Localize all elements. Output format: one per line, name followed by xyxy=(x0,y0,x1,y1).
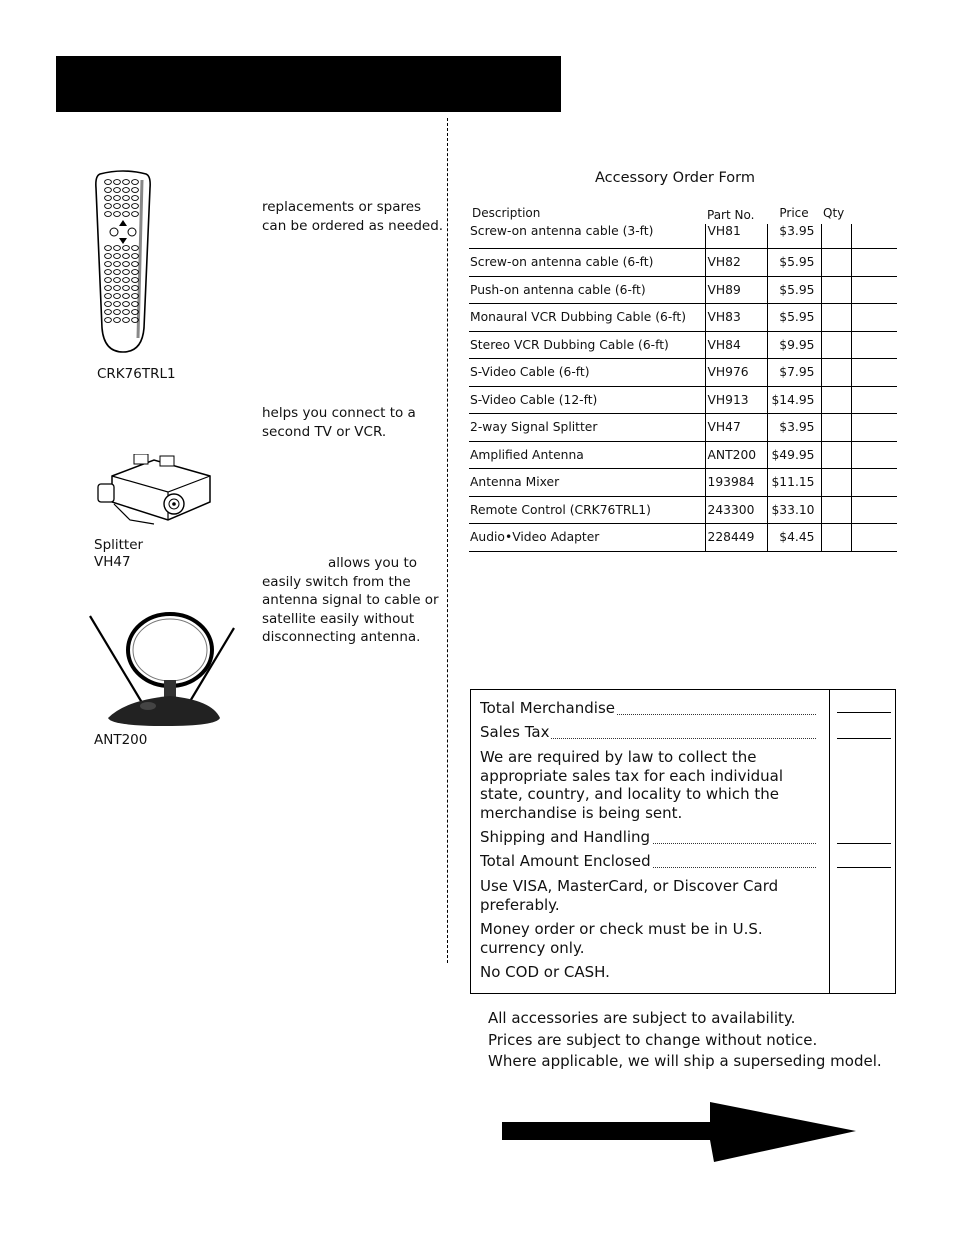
row-price: $9.95 xyxy=(767,331,821,359)
row-amount-field[interactable] xyxy=(851,386,897,414)
row-part-no: VH976 xyxy=(705,359,767,387)
row-amount-field[interactable] xyxy=(851,441,897,469)
row-amount-field[interactable] xyxy=(851,469,897,497)
row-part-no: 228449 xyxy=(705,524,767,552)
splitter-description: helps you connect to a second TV or VCR. xyxy=(262,405,416,440)
row-price: $4.45 xyxy=(767,524,821,552)
order-row xyxy=(469,496,897,524)
antenna-caption: ANT200 xyxy=(94,732,148,748)
row-price: $11.15 xyxy=(767,469,821,497)
cod-note: No COD or CASH. xyxy=(480,963,610,981)
order-row xyxy=(469,359,897,387)
order-row xyxy=(469,469,897,497)
column-divider xyxy=(447,118,448,963)
note-prices: Prices are subject to change without notice. xyxy=(488,1030,818,1049)
row-description: Antenna Mixer xyxy=(469,469,705,497)
order-row xyxy=(469,249,897,277)
row-qty-field[interactable] xyxy=(821,359,851,387)
row-description: Push-on antenna cable (6-ft) xyxy=(469,276,705,304)
splitter-caption-name: Splitter xyxy=(94,537,144,553)
header-bar xyxy=(56,56,561,112)
remote-description: replacements or spares can be ordered as needed. xyxy=(262,199,444,234)
total-enclosed-field[interactable] xyxy=(837,867,891,868)
remote-control-illustration xyxy=(92,168,154,354)
row-part-no: 193984 xyxy=(705,469,767,497)
row-description: 2-way Signal Splitter xyxy=(469,414,705,442)
row-part-no: VH47 xyxy=(705,414,767,442)
remote-caption: CRK76TRL1 xyxy=(97,366,176,382)
order-form-title: Accessory Order Form xyxy=(595,170,756,186)
row-price: $3.95 xyxy=(767,224,821,249)
row-amount-field[interactable] xyxy=(851,249,897,277)
splitter-caption-part: VH47 xyxy=(94,554,131,570)
row-description: Screw-on antenna cable (3-ft) xyxy=(469,224,705,249)
total-enclosed-label: Total Amount Enclosed xyxy=(480,852,651,870)
row-price: $5.95 xyxy=(767,304,821,332)
total-merchandise-line xyxy=(480,699,816,718)
row-qty-field[interactable] xyxy=(821,276,851,304)
order-row xyxy=(469,276,897,304)
row-qty-field[interactable] xyxy=(821,496,851,524)
row-price: $49.95 xyxy=(767,441,821,469)
row-description: Amplified Antenna xyxy=(469,441,705,469)
order-row xyxy=(469,441,897,469)
next-page-arrow-icon xyxy=(502,1100,858,1166)
row-amount-field[interactable] xyxy=(851,414,897,442)
header-price: Price xyxy=(779,206,809,220)
total-merchandise-field[interactable] xyxy=(837,712,891,713)
order-table xyxy=(469,206,897,552)
row-part-no: ANT200 xyxy=(705,441,767,469)
row-qty-field[interactable] xyxy=(821,441,851,469)
row-part-no: VH913 xyxy=(705,386,767,414)
splitter-illustration xyxy=(94,454,218,528)
row-description: Monaural VCR Dubbing Cable (6-ft) xyxy=(469,304,705,332)
row-qty-field[interactable] xyxy=(821,386,851,414)
row-description: S-Video Cable (6-ft) xyxy=(469,359,705,387)
shipping-line xyxy=(480,828,816,847)
money-order-note: Money order or check must be in U.S. currency only. xyxy=(480,920,763,957)
availability-notes xyxy=(488,1008,882,1073)
header-qty: Qty xyxy=(823,206,845,220)
row-amount-field[interactable] xyxy=(851,524,897,552)
row-qty-field[interactable] xyxy=(821,224,851,249)
row-description: Remote Control (CRK76TRL1) xyxy=(469,496,705,524)
row-qty-field[interactable] xyxy=(821,331,851,359)
row-qty-field[interactable] xyxy=(821,249,851,277)
row-price: $14.95 xyxy=(767,386,821,414)
row-amount-field[interactable] xyxy=(851,304,897,332)
mixer-description: allows you to easily switch from the antenna signal to cable or satellite easily without disconnecting antenna. xyxy=(262,555,439,645)
row-description: Screw-on antenna cable (6-ft) xyxy=(469,249,705,277)
sales-tax-field[interactable] xyxy=(837,738,891,739)
card-note: Use VISA, MasterCard, or Discover Card preferably. xyxy=(480,877,779,914)
header-description: Description xyxy=(472,206,541,220)
row-part-no: 243300 xyxy=(705,496,767,524)
note-superseding: Where applicable, we will ship a superseding model. xyxy=(488,1052,882,1070)
row-part-no: VH81 xyxy=(705,224,767,249)
row-amount-field[interactable] xyxy=(851,359,897,387)
row-amount-field[interactable] xyxy=(851,496,897,524)
order-row xyxy=(469,224,897,249)
row-price: $33.10 xyxy=(767,496,821,524)
header-blank xyxy=(851,206,897,224)
sales-tax-label: Sales Tax xyxy=(480,723,550,741)
totals-column-divider xyxy=(829,690,830,994)
row-qty-field[interactable] xyxy=(821,304,851,332)
row-qty-field[interactable] xyxy=(821,524,851,552)
order-row xyxy=(469,386,897,414)
antenna-illustration xyxy=(86,610,238,730)
order-row xyxy=(469,414,897,442)
row-price: $3.95 xyxy=(767,414,821,442)
row-part-no: VH89 xyxy=(705,276,767,304)
order-row xyxy=(469,524,897,552)
row-amount-field[interactable] xyxy=(851,331,897,359)
row-price: $5.95 xyxy=(767,249,821,277)
order-table-header xyxy=(469,206,897,224)
row-price: $7.95 xyxy=(767,359,821,387)
row-qty-field[interactable] xyxy=(821,414,851,442)
row-amount-field[interactable] xyxy=(851,276,897,304)
shipping-label: Shipping and Handling xyxy=(480,828,651,846)
row-description: S-Video Cable (12-ft) xyxy=(469,386,705,414)
row-part-no: VH82 xyxy=(705,249,767,277)
total-merchandise-label: Total Merchandise xyxy=(480,699,615,717)
row-qty-field[interactable] xyxy=(821,469,851,497)
order-row xyxy=(469,331,897,359)
header-part-no: Part No. xyxy=(707,208,755,222)
shipping-field[interactable] xyxy=(837,843,891,844)
row-price: $5.95 xyxy=(767,276,821,304)
row-amount-field[interactable] xyxy=(851,224,897,249)
note-availability: All accessories are subject to availability. xyxy=(488,1009,796,1027)
row-part-no: VH84 xyxy=(705,331,767,359)
tax-note: We are required by law to collect the appropriate sales tax for each individual state, country, and locality to which the merchandise is being sent. xyxy=(480,748,784,822)
row-description: Audio•Video Adapter xyxy=(469,524,705,552)
row-description: Stereo VCR Dubbing Cable (6-ft) xyxy=(469,331,705,359)
row-part-no: VH83 xyxy=(705,304,767,332)
total-enclosed-line xyxy=(480,852,816,871)
order-row xyxy=(469,304,897,332)
sales-tax-line xyxy=(480,723,816,742)
